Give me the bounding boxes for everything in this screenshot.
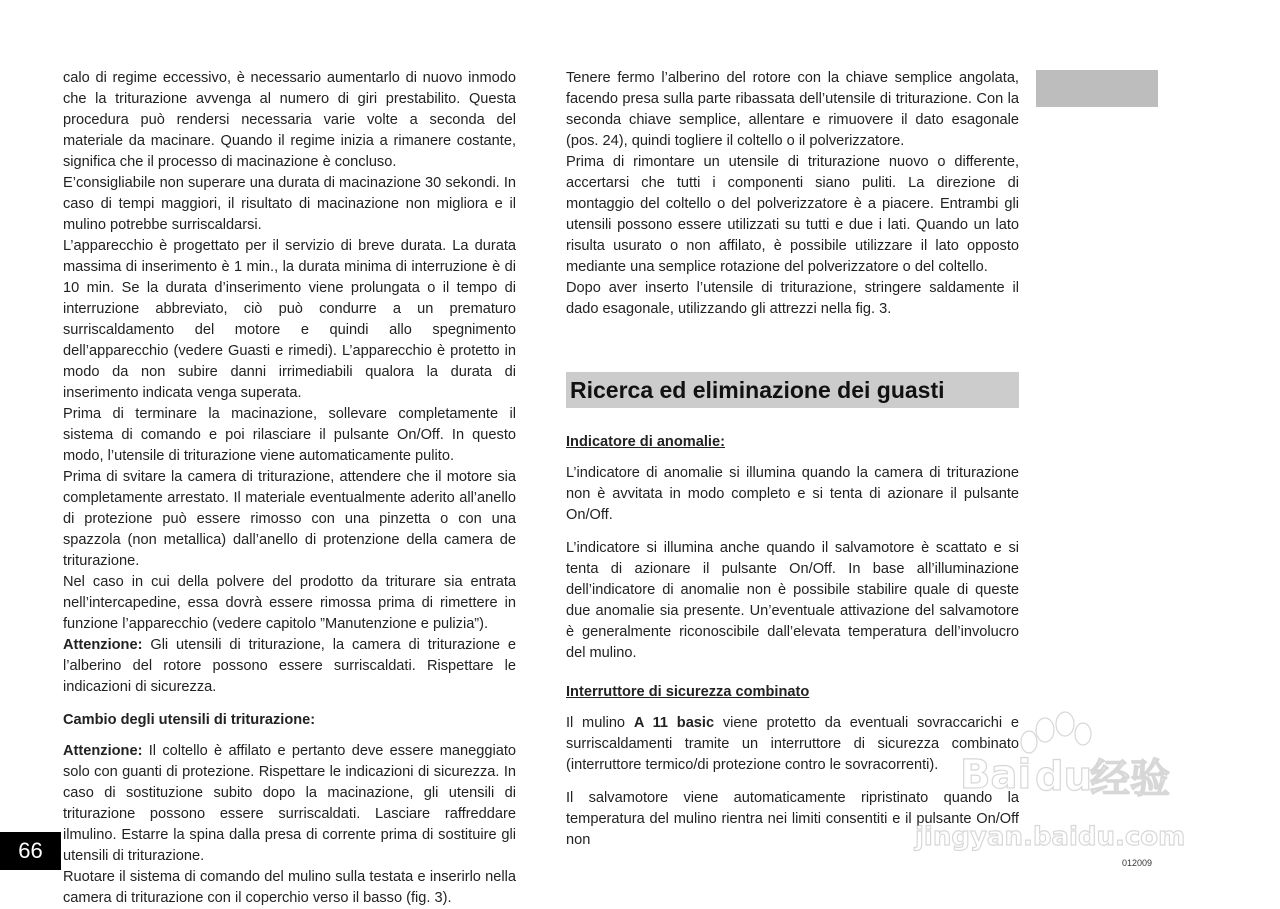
baidu-watermark [905,710,1205,860]
paragraph: Prima di terminare la macinazione, sollevare completamente il sistema di comando e poi rilasciare il pulsante On/Off. In questo modo, l’utensile di triturazione viene automaticamente pulito. [63,406,516,464]
paragraph: L’indicatore di anomalie si illumina quando la camera di triturazione non è avvitata in modo completo e si tenta di azionare il pulsante On/Off. [566,465,1019,523]
paragraph: Nel caso in cui della polvere del prodotto da triturare sia entrata nell’intercapedine, essa dovrà essere rimossa prima di rimettere in funzione l’apparecchio (vedere capitolo ”Manutenzione e pulizia”). [63,574,516,632]
watermark-cn: 经验 [1090,756,1170,802]
warning-paragraph [63,635,516,698]
warning-text: Il coltello è affilato e pertanto deve essere maneggiato solo con guanti di protezione. Rispettare le indicazioni di sicurezza. In caso di sostituzione subito dopo la macinazione, gli utensili di triturazione possono essere surriscaldati. Lasciare raffreddare ilmulino. Estarre la spina dalla presa di corrente prima di sostituire gli utensili di triturazione. [63,743,516,864]
paragraph: L’apparecchio è progettato per il servizio di breve durata. La durata massima di inserimento è 1 min., la durata minima di interruzione è di 10 min. Se la durata d’inserimento viene prolungata o il tempo di interruzione abbreviato, ciò può condurre a un prematuro surriscaldamento del motore e quindi allo spegnimento dell’apparecchio (vedere Guasti e rimedi). L’apparecchio è protetto in modo da non subire danni irrimediabili qualora la durata di inserimento indicata venga superata. [63,238,516,401]
subheading-fault-indicator: Indicatore di anomalie: [566,434,725,450]
warning-label: Attenzione: [63,637,143,653]
section-tab-marker [1036,70,1158,107]
paragraph: L’indicatore si illumina anche quando il salvamotore è scattato e si tenta di azionare il pulsante On/Off. In base all’illuminazione dell’indicatore di anomalie non è possibile stabilire quale di queste due anomalie sia presente. Un’eventuale attivazione del salvamotore è generalmente riconoscibile dall’elevata temperatura dell’involucro del mulino. [566,540,1019,661]
warning-label: Attenzione: [63,743,143,759]
watermark-brand: Bai [960,752,1032,798]
paragraph: Prima di svitare la camera di triturazione, attendere che il motore sia completamente arrestato. Il materiale eventualmente aderito all’anello di protezione può essere rimosso con una pinzetta o con una spazzola (non metallica) dall’anello di protenzione della camera de triturazione. [63,469,516,569]
paragraph: calo di regime eccessivo, è necessario aumentarlo di nuovo inmodo che la triturazione avvenga al numero di giri prestabilito. Questa procedura può rendersi necessaria varie volte a seconda del materiale da macinare. Quando il regime inizia a rimanere costante, significa che il processo di macinazione è concluso. [63,70,516,170]
text: viene protetto da eventuali sovraccarichi e surriscaldamenti tramite un interruttore di sicurezza combinato (interruttore termico/di protezione contro le sovracorrenti). [566,715,1019,773]
subheading-safety-switch: Interruttore di sicurezza combinato [566,684,810,700]
page-number: 66 [0,832,61,870]
paragraph: E’consigliabile non superare una durata di macinazione 30 sekondi. In caso di tempi maggiori, il risultato di macinazione non migliora e il mulino potrebbe surriscaldarsi. [63,175,516,233]
warning-text: Gli utensili di triturazione, la camera di triturazione e l’alberino del rotore possono essere surriscaldati. Rispettare le indicazioni di sicurezza. [63,637,516,695]
paw-pad [1075,723,1091,745]
paragraph: Tenere fermo l’alberino del rotore con la chiave semplice angolata, facendo presa sulla parte ribassata dell’utensile di triturazione. Con la seconda chiave semplice, allentare e rimuovere il dato esagonale (pos. 24), quindi togliere il coltello o il polverizzatore. [566,70,1019,149]
model-name: A 11 basic [633,715,715,731]
left-column [63,68,516,909]
text: Il mulino [566,715,634,731]
section-heading: Ricerca ed eliminazione dei guasti [566,372,1019,408]
paragraph: Dopo aver inserto l’utensile di triturazione, stringere saldamente il dado esagonale, utilizzando gli attrezzi nella fig. 3. [566,280,1019,317]
watermark-brand: du [1035,754,1093,800]
paw-pad [1021,731,1037,753]
paragraph: Ruotare il sistema di comando del mulino sulla testata e inserirlo nella camera di triturazione con il coperchio verso il basso (fig. 3). [63,869,516,906]
document-code: 012009 [1122,858,1153,868]
paw-pad [1056,712,1074,736]
paragraph: Prima di rimontare un utensile di triturazione nuovo o differente, accertarsi che tutti i componenti siano puliti. La direzione di montaggio del coltello o del polverizzatore è a piacere. Entrambi gli utensili possono essere utilizzati su tutti e due i lati. Quando un lato risulta usurato o non affilato, è possibile utilizzare il lato opposto mediante una semplice rotazione del polverizzatore o del coltello. [566,154,1019,275]
watermark-url: jingyan.baidu.com [915,822,1186,852]
warning-paragraph [63,741,516,867]
subheading-tool-change: Cambio degli utensili di triturazione: [63,712,316,728]
paw-pad [1036,718,1054,742]
paragraph: Il salvamotore viene automaticamente ripristinato quando la temperatura del mulino rientra nei limiti consentiti e il pulsante On/Off non [566,790,1019,848]
